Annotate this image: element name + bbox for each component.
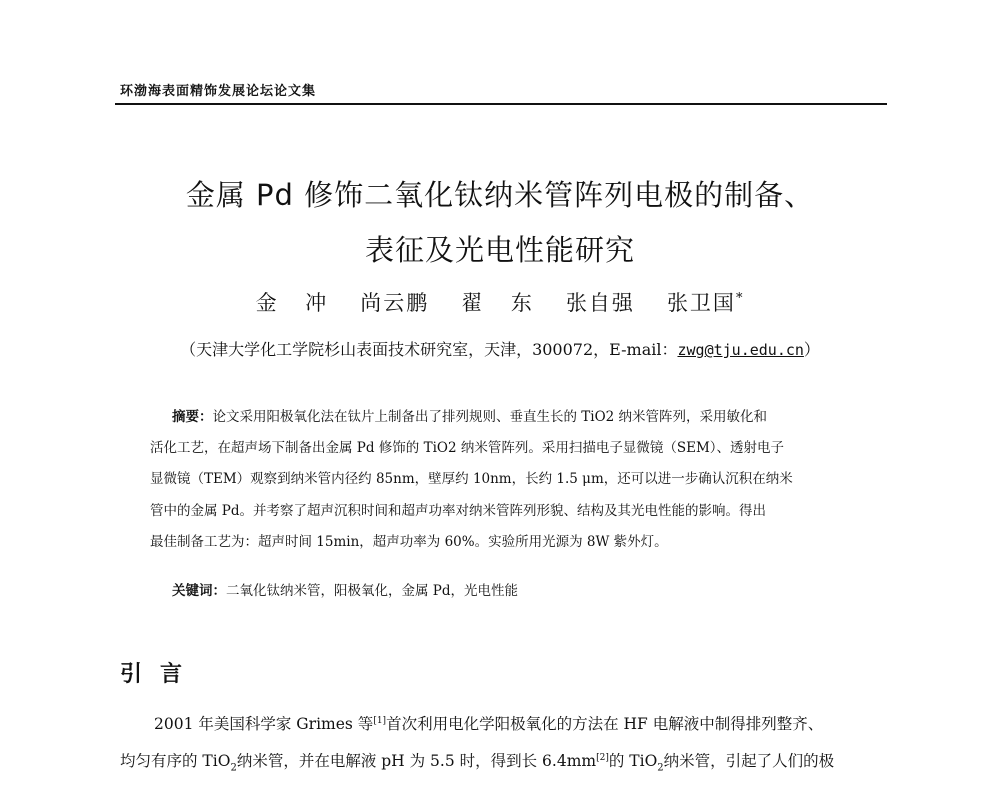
affiliation-close: ） [803,340,820,359]
introduction-body [120,704,890,785]
author: 张自强 [565,291,635,315]
body-text-run: 纳米管，并在电解液 pH 为 5.5 时，得到长 6.4mm [236,752,597,771]
abstract-label: 摘要： [172,409,213,425]
author: 金 冲 [255,291,329,315]
abstract-line: 活化工艺，在超声场下制备出金属 Pd 修饰的 TiO2 纳米管阵列。采用扫描电子显微镜（SEM）、透射电子 [150,440,785,457]
author: 翟 东 [461,291,534,315]
body-text-run: 纳米管，引起了人们的极 [663,752,835,771]
body-text-run: 的 TiO [608,752,658,771]
body-text-run: 2001 年美国科学家 Grimes 等 [154,715,374,734]
email-link[interactable]: zwg@tju.edu.cn [677,341,804,359]
affiliation [0,337,1000,360]
abstract-line: 最佳制备工艺为：超声时间 15min，超声功率为 60%。实验所用光源为 8W 紫外灯。 [150,533,668,550]
body-text-run: 首次利用电化学阳极氧化的方法在 HF 电解液中制得排列整齐、 [386,715,824,734]
abstract-line: 显微镜（TEM）观察到纳米管内径约 85nm，壁厚约 10nm，长约 1.5 μm，还可以进一步确认沉积在纳米 [150,471,793,488]
subscript: 2 [230,762,237,774]
corresponding-author-mark: * [735,291,745,306]
abstract-line [150,402,858,433]
subscript: 2 [657,762,664,774]
author: 张卫国 [666,291,736,315]
running-title: 环渤海表面精饰发展论坛论文集 [120,84,317,99]
citation-ref: [2] [596,753,609,764]
body-text-run: 均匀有序的 TiO [120,752,231,771]
header-rule [115,103,887,105]
section-heading-introduction: 引言 [120,662,201,687]
body-line [120,704,890,741]
paper-title-line-1: 金属 Pd 修饰二氧化钛纳米管阵列电极的制备、 [185,178,815,212]
citation-ref: [1] [373,716,387,726]
author: 尚云鹏 [360,291,430,315]
paper-title-line-2: 表征及光电性能研究 [364,233,635,267]
abstract-line: 管中的金属 Pd。并考察了超声沉积时间和超声功率对纳米管阵列形貌、结构及其光电性能的影响。得出 [150,502,767,519]
keywords-text: 二氧化钛纳米管，阳极氧化，金属 Pd，光电性能 [226,583,519,599]
affiliation-text: （天津大学化工学院杉山表面技术研究室，天津，300072，E-mail： [180,340,678,359]
keywords-label: 关键词： [172,583,226,599]
body-line [120,741,890,785]
abstract [150,402,858,558]
author-list [0,287,1000,317]
abstract-text: 论文采用阳极氧化法在钛片上制备出了排列规则、垂直生长的 TiO2 纳米管阵列，采用敏化和 [212,409,768,425]
keywords [172,579,518,599]
